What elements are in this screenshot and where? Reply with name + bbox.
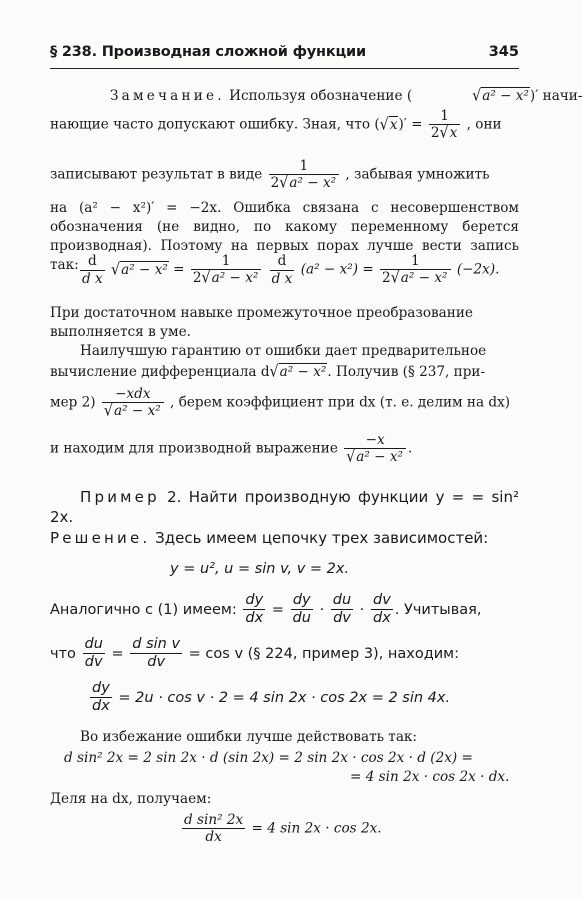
solution-heading (50, 528, 519, 548)
remark-text-5: , они (466, 116, 502, 133)
frac-dy-du: $\frac{dy}{du}$ (292, 592, 311, 627)
frac-du-dv: $\frac{du}{dv}$ (332, 592, 352, 627)
frac-dv-dx: $\frac{dv}{dx}$ (373, 592, 391, 627)
remark-text-6: записывают результат в виде (50, 166, 263, 183)
frac-dsinv-dv: $\frac{\text{d sin v}}{dv}$ (132, 636, 181, 671)
fraction-x: $\frac{-x}{\text{√a² − x²}}$ (344, 432, 406, 466)
paren-expr: (a² − x²) = (300, 261, 374, 278)
remark-line-3 (50, 158, 490, 192)
final-rhs: = 4 sin 2x · cos 2x. (251, 820, 382, 837)
d-over-dx-1: $\frac{d}{\text{d x}}$ (82, 253, 103, 287)
p3-dot: . (408, 440, 413, 457)
final-text-1: Во избежание ошибки лучше действовать так: (80, 729, 418, 745)
prime-mark: )′ (529, 88, 539, 104)
p3-line-2 (50, 364, 485, 380)
p3-text-5: , берем коэффициент при dx (т. е. делим на dx) (170, 394, 511, 411)
remark-text-4: )′ = (398, 116, 423, 133)
page-number: 345 (488, 44, 519, 60)
solution-word: Решение. (50, 529, 151, 547)
neg-2x: (−2x). (456, 261, 500, 278)
example-heading (50, 487, 519, 527)
p3-line-3 (50, 386, 510, 420)
analog-text-2: . Учитывая, (394, 601, 482, 618)
analog-line: Аналогично с (1) имеем: $\frac{dy}{dx}$ = $\frac{dy}{du}$ · $\frac{du}{dv}$ · $\frac{dv}{dx}$ . Учитывая, (50, 592, 482, 627)
final-text-2: Деля на dx, получаем: (50, 791, 212, 807)
sqrt-expr-1: √a² − x² (472, 87, 529, 105)
example-word: Пример (80, 488, 160, 506)
p3-text-6: и находим для производной выражение (50, 440, 338, 457)
analog-text-4: = cos v (§ 224, пример 3), находим: (188, 645, 460, 662)
remark-text-3: нающие часто допускают ошибку. Зная, что ( (50, 116, 380, 133)
final-line-2: = 4 sin 2x · cos 2x · dx. (350, 769, 510, 785)
paragraph-skill: При достаточном навыке промежуточное преобразование выполняется в уме. (50, 305, 473, 340)
page-header (50, 40, 519, 69)
final-line-1: d sin² 2x = 2 sin 2x · d (sin 2x) = 2 sin 2x · cos 2x · d (2x) = (64, 750, 473, 766)
d-over-dx-2: $\frac{d}{\text{d x}}$ (271, 253, 293, 287)
remark-line-1 (50, 87, 582, 105)
fraction-1-over-2sqrtx: $\frac{1}{2√x}$ (429, 108, 460, 142)
fraction-3: $\frac{1}{\text{2√a² − x²}}$ (380, 253, 450, 287)
p3-text-4: мер 2) (50, 394, 96, 411)
section-title: § 238. Производная сложной функции (50, 44, 366, 60)
formula-derivative-sqrt (78, 253, 499, 287)
fraction-1-over-2sqrt: $\frac{1}{\text{2√a² − x²}}$ (269, 158, 339, 192)
remark-text-7: , забывая умножить (345, 166, 490, 183)
p3-line-1: Наилучшую гарантию от ошибки дает предварительное (80, 343, 487, 359)
p3-text-2: вычисление дифференциала d (50, 364, 270, 380)
solution-text: Здесь имеем цепочку трех зависимостей: (155, 529, 489, 547)
result-text: = 2u · cos v · 2 = 4 sin 2x · cos 2x = 2 sin 4x. (118, 689, 451, 706)
result-line (88, 680, 450, 716)
cos-line: что $\frac{du}{dv}$ = $\frac{\text{d sin v}}{dv}$ = cos v (§ 224, пример 3), находим: (50, 636, 460, 671)
p3-text-3: . Получив (§ 237, при- (327, 364, 486, 380)
frac-dy-dx: $\frac{dy}{dx}$ (245, 592, 264, 627)
frac-du-dv-2: $\frac{du}{dv}$ (84, 636, 103, 671)
remark-text-2: начи- (542, 88, 582, 104)
frac-dsin2-dx: $\frac{\text{d sin² 2x}}{dx}$ (184, 812, 244, 846)
sqrt-x: √x (379, 115, 398, 134)
analog-text-3: что (50, 645, 76, 662)
p3-line-4 (50, 432, 412, 466)
remark-text-1: Используя обозначение ( (229, 88, 413, 104)
remark-paragraph: на (a² − x²)′ = −2x. Ошибка связана с несовершенством обозначения (не видно, по какому переменному берется производная). Поэтому на первых порах лучше вести запись так: (50, 200, 519, 273)
frac-dy-dx-2: $\frac{dy}{dx}$ (92, 680, 110, 715)
example-text: 2. Найти производную функции y = = sin² 2x. (50, 488, 519, 526)
equals-1: = (173, 261, 185, 278)
remark-word: Замечание. (110, 88, 225, 104)
analog-text-1: Аналогично с (1) имеем: (50, 601, 237, 618)
sqrt-expr-2: √a² − x² (111, 260, 168, 279)
fraction-xdx: −xdx √a² − x² (102, 386, 164, 420)
final-formula (180, 812, 382, 846)
sqrt-expr-3: √a² − x² (269, 363, 327, 381)
remark-line-2 (50, 108, 502, 142)
fraction-2: $\frac{1}{\text{2√a² − x²}}$ (191, 253, 261, 287)
chain-equation: y = u², u = sin v, v = 2x. (170, 561, 350, 577)
